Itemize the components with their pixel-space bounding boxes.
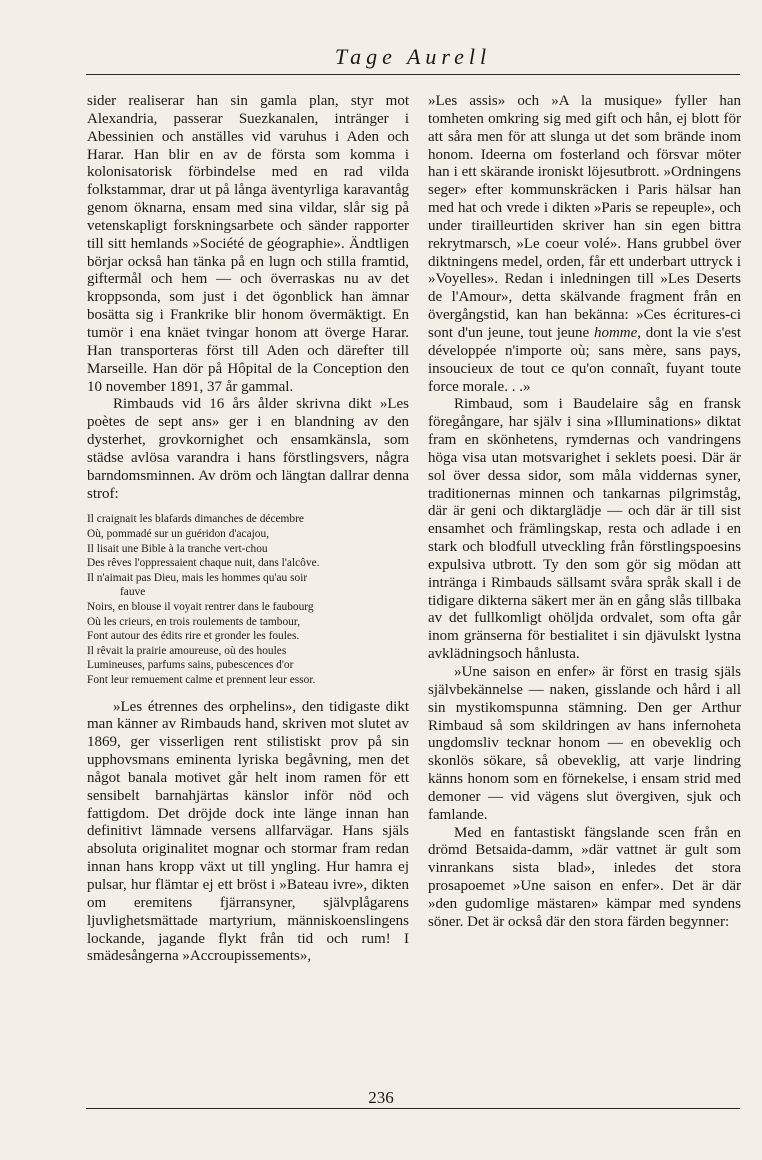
header-rule [86, 74, 740, 75]
paragraph: Rimbauds vid 16 års ålder skrivna dikt »Les poètes de sept ans» ger i en blandning av den dysterhet, grovkornighet och ensamkänsla, som städse avlösa varandra i hans förstlingsvers, några barndomsminnen. Av dröm och längtan dallrar denna strof: [87, 396, 409, 502]
verse-line: Il lisait une Bible à la tranche vert-chou [87, 542, 268, 555]
verse-line: Lumineuses, parfums sains, pubescences d'or [87, 659, 294, 672]
paragraph [428, 93, 741, 396]
verse-line: Il craignait les blafards dimanches de décembre [87, 513, 304, 526]
verse-line: Il rêvait la prairie amoureuse, où des houles [87, 644, 287, 657]
verse-line: Où, pommadé sur un guéridon d'acajou, [87, 528, 270, 540]
right-column [428, 93, 741, 932]
verse-line: Il n'aimait pas Dieu, mais les hommes qu'au soir [87, 571, 308, 584]
page-number: 236 [368, 1088, 394, 1107]
paragraph: Med en fantastiskt fängslande scen från en drömd Betsaida-damm, »där vattnet är gult som vinrankans sista blad», inledes det stora prosapoemet »Une saison en enfer». Det är där »den gudomlige mästaren» kämpar med syndens söner. Det är också där den stora färden begynner: [428, 824, 741, 930]
verse-line: Noirs, en blouse il voyait rentrer dans le faubourg [87, 600, 314, 613]
paragraph-text: , dont la vie s'est développée n'importe où; sans mère, sans pays, insoucieux de tout ce qu'on connaît, fuyant toute force morale. . .» [428, 324, 741, 395]
paragraph-text: »Les assis» och »A la musique» fyller han tomheten omkring sig med gift och hån, ej blott för att såra men för att slunga ut det som brände inom honom. Ideerna om fosterland och försvar möter han i ett skärande ironiskt löjesutbrott. »Ordningens seger» efter kommunskräcken i Paris hälsar han med hat och vrede i dikten »Paris se repeuple», och under tirailleurtiden skriver han sin egen bittra rekrytmarsch, »Le coeur volé». Hans grubbel över diktningens medel, orden, får ett underbart uttryck i »Voyelles». Redan i inledningen till »Les Deserts de l'Amour», detta skälvande fragment från en övergångstid, kan han bekänna: »Ces écritures-ci sont d'un jeune, tout jeune [428, 93, 741, 341]
left-column [87, 93, 409, 966]
paragraph: sider realiserar han sin gamla plan, styr mot Alexandria, passerar Suezkanalen, intränger i Abessinien och anställes vid varuhus i Aden och Harar. Han blir en av de första som komma i kolonisatorisk förbindelse med en rad vilda folkstammar, drar ut på långa äventyrliga karavantåg genom öknarna, ensam med sina vildar, slår sig på vetenskapligt forskningsarbete och sänder rapporter till sitt hemlands »Société de géographie». Ändtligen börjar också han tänka på en lugn och stilla framtid, giftermål och hem — och överraskas nu av det kroppsonda, som just i det ögonblick han ämnar bosätta sig i Frankrike blir honom övermäktigt. En tumör i ena knäet tvingar honom att överge Harar. Han transporteras först till Aden och därefter till Marseille. Han dör på Hôpital de la Conception den 10 november 1891, 37 år gammal. [87, 93, 409, 395]
running-head: Tage Aurell [334, 44, 492, 69]
paragraph: »Une saison en enfer» är först en trasig själs självbekännelse — naken, gisslande och hård i all sin mystikomspunna stämning. Den ger Arthur Rimbaud så som skildringen av hans infernoheta ungdomsliv tecknar honom — en obeveklig och skonlös sökare, så obeveklig, att varje lindring känns honom som en förnekelse, i ensam strid med demoner — vid vägens slut övergiven, sjuk och famlande. [428, 664, 741, 823]
verse-line: Où les crieurs, en trois roulements de tambour, [87, 615, 301, 628]
footer-rule [86, 1108, 740, 1109]
verse-line: Font autour des édits rire et gronder les foules. [87, 630, 300, 643]
italic-word: homme [593, 324, 638, 341]
verse-quote [87, 512, 409, 687]
paragraph: »Les étrennes des orphelins», den tidigaste dikt man känner av Rimbauds hand, skriven mot slutet av 1869, ger visserligen rent stilistiskt prov på sin upphovsmans eminenta lyriska begåvning, men det något banala motivet går helt inom ramen för ett sensibelt barnahjärtas känslor inför nöd och fattigdom. Det dröjde dock inte länge innan han definitivt lämnade versens allfarvägar. Hans själs absoluta originalitet mognar och stormar fram redan innan hans kropp växt ut till yngling. Hur hamra ej pulsar, hur flämtar ej ett bröst i »Bateau ivre», dikten om eremitens fjärransyner, självplågarens ljuvlighetsmättade martyrium, människoenslingens lockande, jagande flykt från tid och rum! I smädesångerna »Accroupissements», [87, 698, 409, 965]
verse-line: Des rêves l'oppressaient chaque nuit, dans l'alcôve. [87, 557, 320, 570]
verse-line: fauve [120, 586, 146, 599]
verse-line: Font leur remuement calme et prennent leur essor. [87, 673, 316, 686]
paragraph: Rimbaud, som i Baudelaire såg en fransk föregångare, har själv i sina »Illuminations» diktat fram en skönhetens, rymdernas och vandringens höga visa utan motsvarighet i seklets poesi. Där är sol över dessa sidor, som måla viddernas syner, traditionernas minnen och tankarnas pilgrimståg, där är geni och diktarglädje — och där är till sist ensamhet och främlingskap, resta och adlade i en stark och blodfull utveckling från förstlingspoesins expulsiva utbrott. Ty den som gör sig mödan att intränga i Rimbauds sällsamt svåra språk skall i de tidigare dikterna säkert mer än en gång slås tillbaka av det fullkomligt ohöljda ordvalet, som ofta går inom gränserna för bestialitet i sin djävulskt lystna avklädningsoch hånlusta. [428, 396, 741, 663]
